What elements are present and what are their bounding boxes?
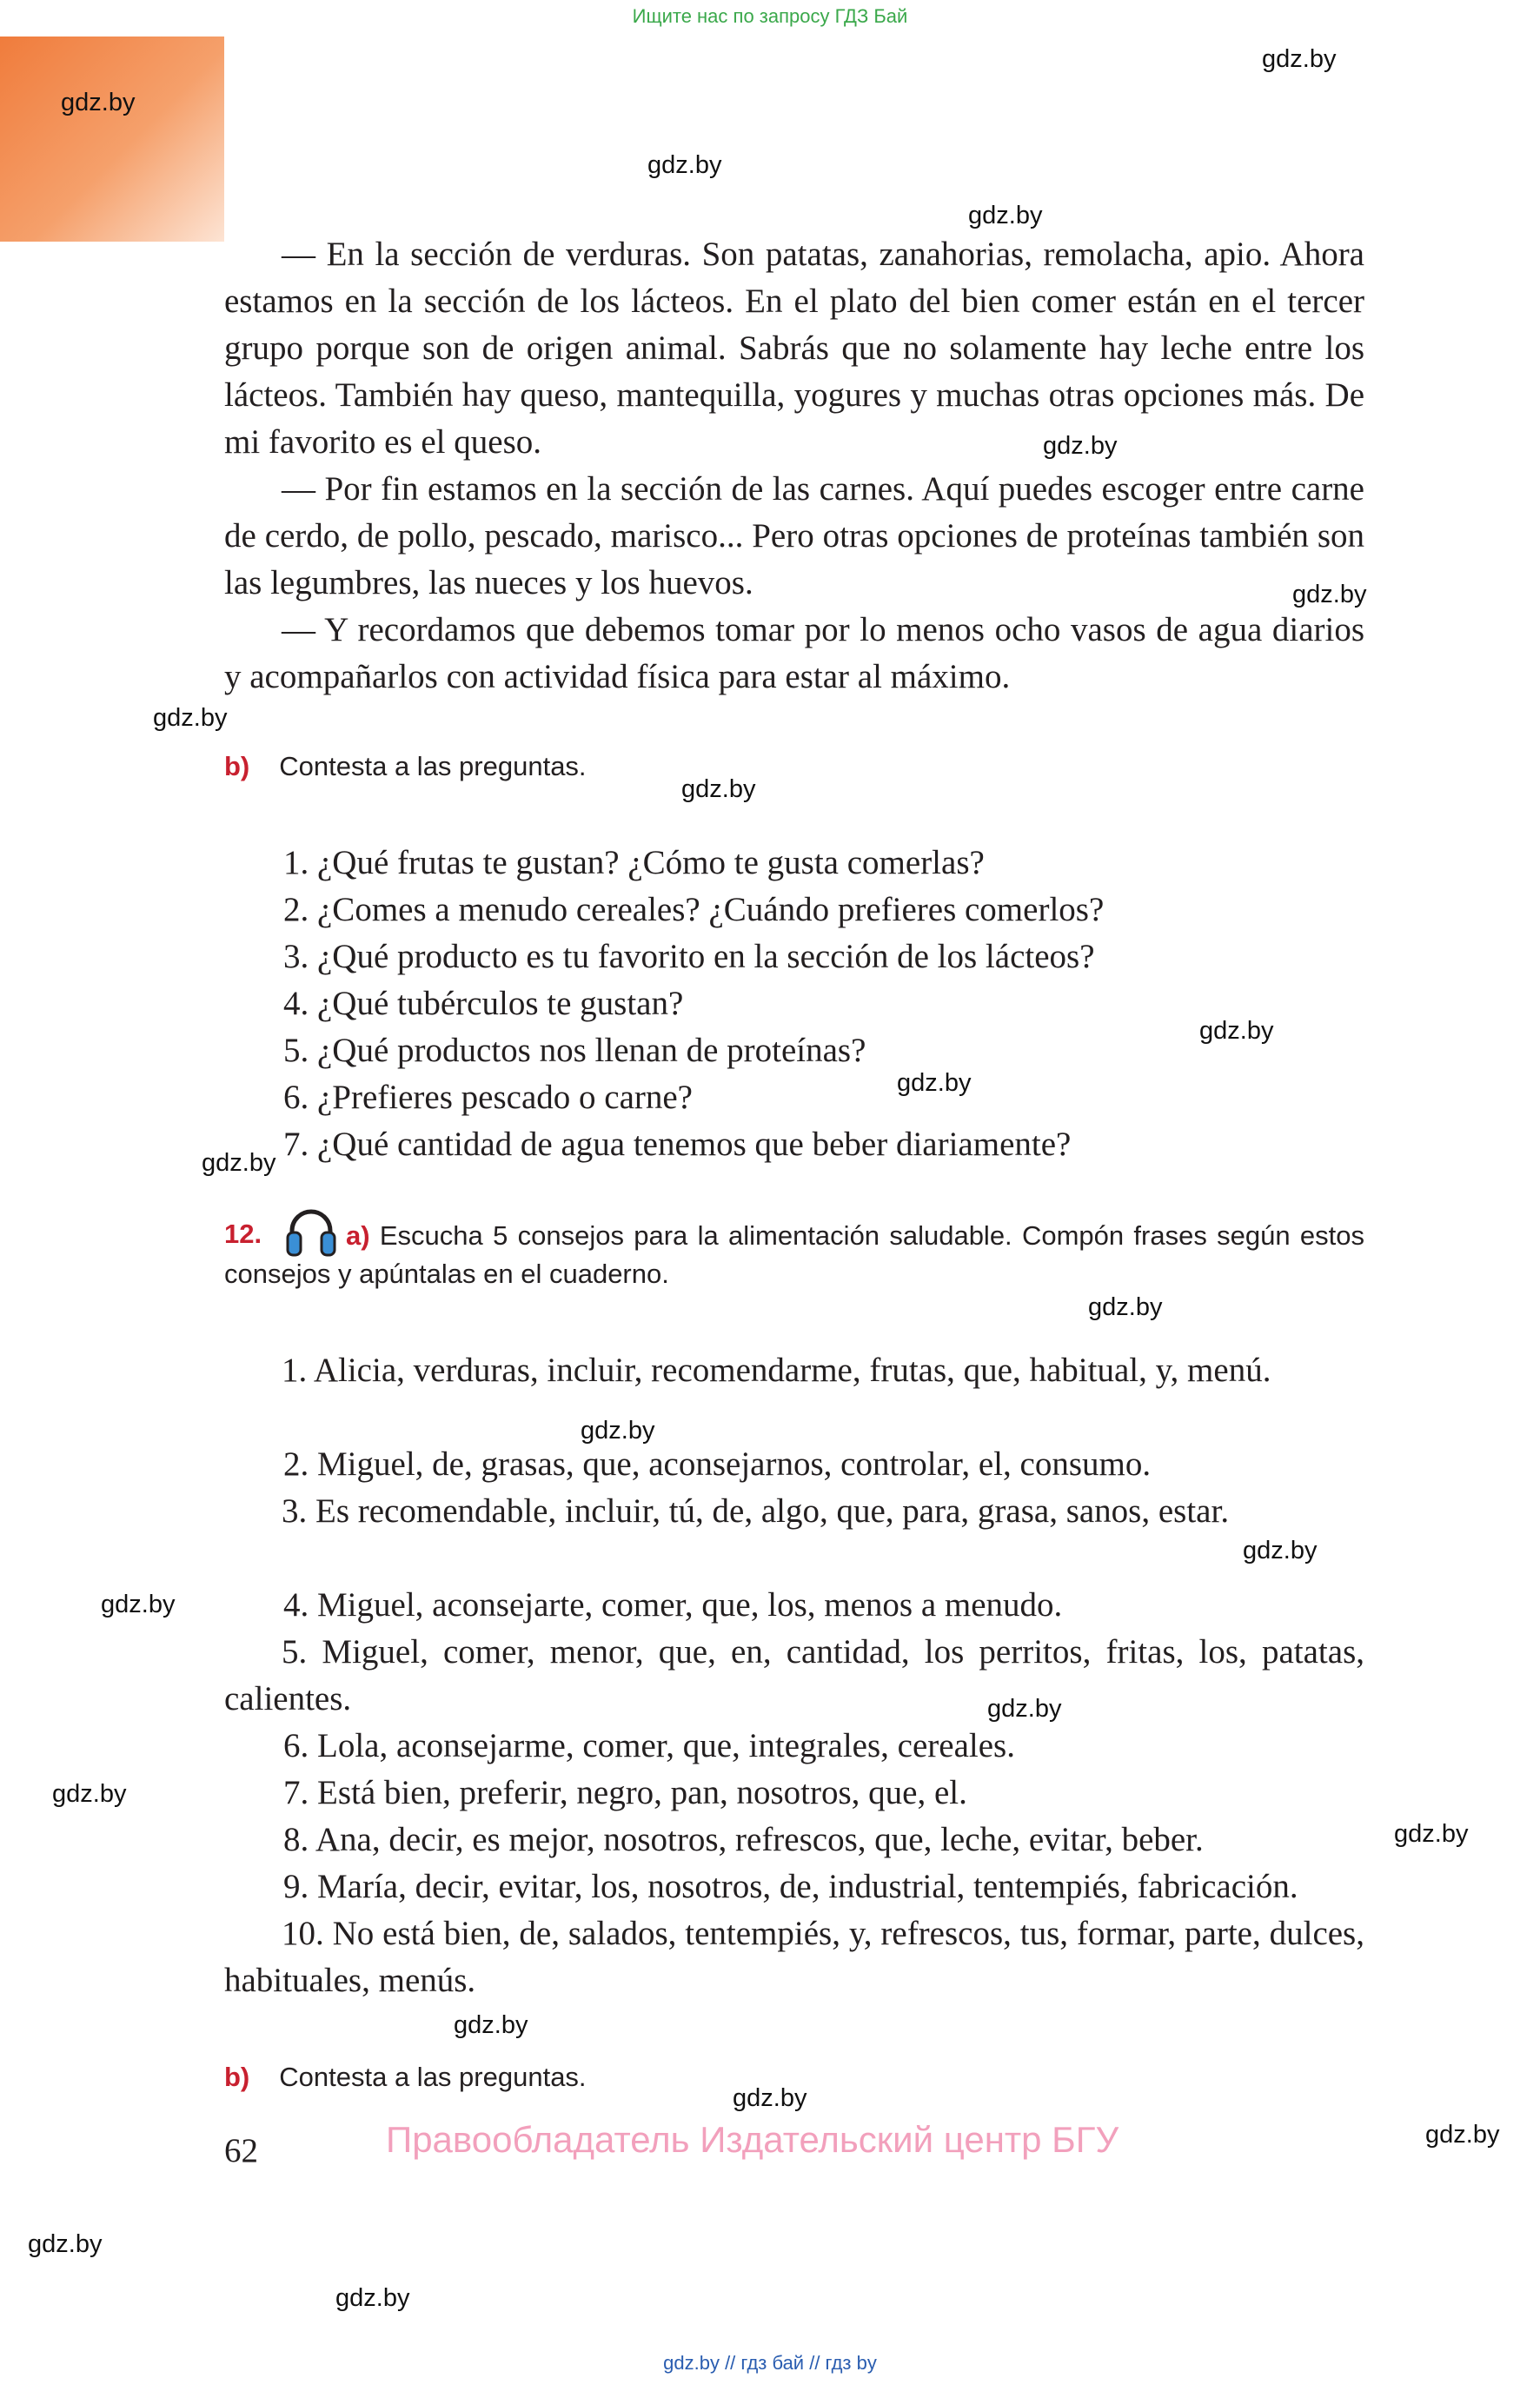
- watermark: gdz.by: [581, 1417, 655, 1445]
- question-item: 7. ¿Qué cantidad de agua tenemos que beber diariamente?: [283, 1126, 1072, 1163]
- exercise-item: 3. Es recomendable, incluir, tú, de, algo, que, para, grasa, sanos, estar.: [282, 1492, 1230, 1530]
- question-item: 6. ¿Prefieres pescado o carne?: [283, 1079, 693, 1116]
- page-number: 62: [224, 2132, 258, 2169]
- watermark: gdz.by: [454, 2011, 528, 2039]
- watermark: gdz.by: [1088, 1293, 1163, 1321]
- question-item: 1. ¿Qué frutas te gustan? ¿Cómo te gusta comerlas?: [283, 844, 985, 881]
- rights-holder: Правообладатель Издательский центр БГУ: [386, 2119, 1119, 2160]
- question-item: 3. ¿Qué producto es tu favorito en la sección de los lácteos?: [283, 938, 1095, 975]
- task-label: b): [224, 2062, 250, 2092]
- watermark: gdz.by: [1394, 1820, 1469, 1848]
- question-item: 2. ¿Comes a menudo cereales? ¿Cuándo prefieres comerlos?: [283, 891, 1105, 928]
- exercise-number: 12.: [224, 1219, 262, 1249]
- watermark: gdz.by: [733, 2084, 807, 2112]
- exercise-item: 8. Ana, decir, es mejor, nosotros, refrescos, que, leche, evitar, beber.: [283, 1821, 1204, 1858]
- watermark: gdz.by: [61, 89, 136, 116]
- watermark: gdz.by: [1243, 1537, 1318, 1565]
- task-label: b): [224, 751, 250, 781]
- exercise-item: 2. Miguel, de, grasas, que, aconsejarnos, controlar, el, consumo.: [283, 1445, 1152, 1483]
- watermark: gdz.by: [647, 151, 722, 179]
- task-instruction: Contesta a las preguntas.: [279, 2062, 587, 2092]
- bottom-links[interactable]: gdz.by // гдз бай // гдз by: [663, 2352, 877, 2374]
- exercise-item: 6. Lola, aconsejarme, comer, que, integrales, cereales.: [283, 1727, 1015, 1764]
- question-item: 4. ¿Qué tubérculos te gustan?: [283, 985, 684, 1022]
- exercise-item: 10. No está bien, de, salados, tentempiés, y, refrescos, tus, formar, parte, dulces, habituales, menús.: [224, 1915, 1364, 1999]
- exercise-item: 1. Alicia, verduras, incluir, recomendarme, frutas, que, habitual, y, menú.: [282, 1352, 1271, 1389]
- watermark: gdz.by: [987, 1695, 1062, 1723]
- exercise-instruction-block: [224, 1217, 1364, 1293]
- corner-decoration: [0, 37, 224, 242]
- dialogue-paragraph: — En la sección de verduras. Son patatas, zanahorias, remolacha, apio. Ahora estamos en la sección de los lácteos. En el plato del bien comer están en el tercer grupo porque son de origen animal. Sabrás que no solamente hay leche entre los lácteos. También hay queso, mantequilla, yogures y muchas otras opciones más. De mi favorito es el queso.: [224, 236, 1364, 461]
- watermark: gdz.by: [335, 2284, 410, 2312]
- task-b-heading: [224, 751, 587, 782]
- watermark: gdz.by: [1425, 2121, 1500, 2149]
- exercise-item: 7. Está bien, preferir, negro, pan, nosotros, que, el.: [283, 1774, 967, 1811]
- task-instruction: Contesta a las preguntas.: [279, 751, 587, 781]
- watermark: gdz.by: [968, 202, 1043, 229]
- exercise-instruction: Escucha 5 consejos para la alimentación saludable. Compón frases según estos consejos y apúntalas en el cuaderno.: [224, 1220, 1364, 1289]
- watermark: gdz.by: [1199, 1017, 1274, 1045]
- watermark: gdz.by: [897, 1069, 972, 1097]
- watermark: gdz.by: [1292, 581, 1367, 608]
- watermark: gdz.by: [153, 704, 228, 732]
- watermark: gdz.by: [1043, 432, 1118, 460]
- exercise-item: 9. María, decir, evitar, los, nosotros, de, industrial, tentempiés, fabricación.: [283, 1868, 1298, 1905]
- dialogue-paragraph: — Y recordamos que debemos tomar por lo menos ocho vasos de agua diarios y acompañarlos con actividad física para estar al máximo.: [224, 611, 1364, 695]
- exercise-item: 4. Miguel, aconsejarte, comer, que, los, menos a menudo.: [283, 1586, 1063, 1624]
- watermark: gdz.by: [681, 775, 756, 803]
- dialogue-paragraph: — Por fin estamos en la sección de las carnes. Aquí puedes escoger entre carne de cerdo, de pollo, pescado, marisco... Pero otras opciones de proteínas también son las legumbres, las nueces y los huevos.: [224, 470, 1364, 601]
- watermark: gdz.by: [52, 1780, 127, 1808]
- watermark: gdz.by: [1262, 45, 1337, 73]
- exercise-item: 5. Miguel, comer, menor, que, en, cantidad, los perritos, fritas, los, patatas, calientes.: [224, 1633, 1364, 1717]
- question-item: 5. ¿Qué productos nos llenan de proteínas?: [283, 1032, 866, 1069]
- watermark: gdz.by: [202, 1149, 276, 1177]
- top-search-note: Ищите нас по запросу ГДЗ Бай: [632, 5, 908, 27]
- watermark: gdz.by: [28, 2230, 103, 2258]
- task-b-heading: [224, 2062, 587, 2093]
- task-label: a): [346, 1220, 370, 1251]
- watermark: gdz.by: [101, 1591, 176, 1618]
